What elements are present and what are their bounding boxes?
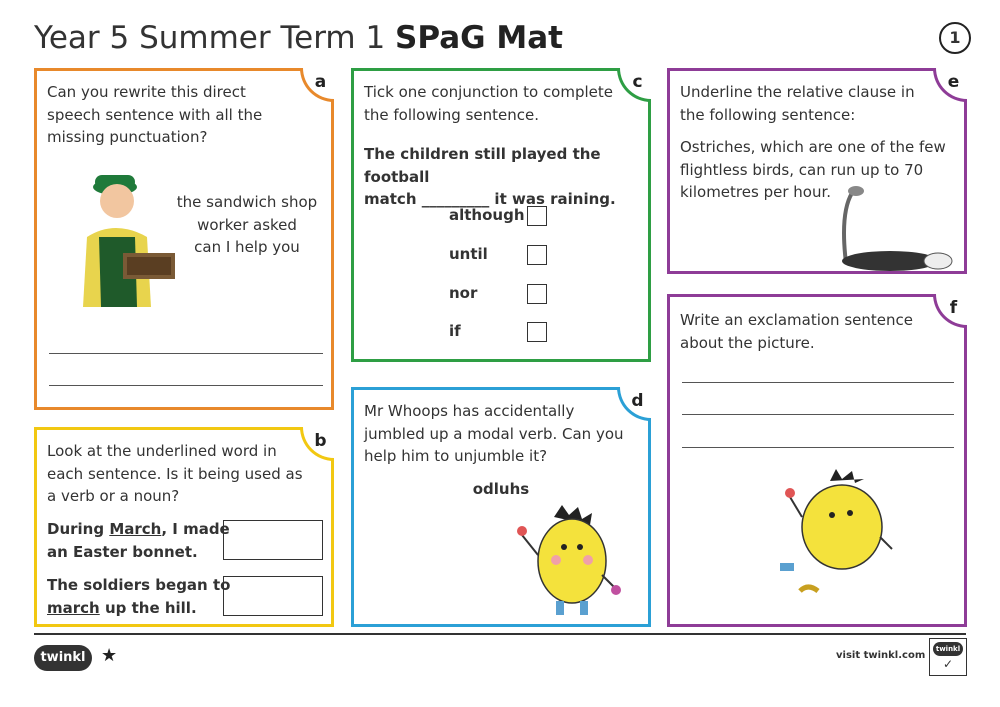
box-tag-a: a bbox=[300, 68, 334, 102]
option-label: although bbox=[449, 206, 525, 224]
question-box-a bbox=[34, 68, 334, 410]
visit-link[interactable]: visit twinkl.com bbox=[836, 650, 926, 661]
option-label: nor bbox=[449, 284, 478, 302]
sentence-2: The soldiers began to march up the hill. bbox=[47, 576, 231, 617]
check-icon: ✓ bbox=[942, 657, 954, 671]
box-tag-b: b bbox=[300, 427, 334, 461]
question-text: Tick one conjunction to complete the following sentence. bbox=[364, 83, 614, 124]
option-checkbox[interactable] bbox=[527, 245, 547, 265]
answer-box-2[interactable] bbox=[223, 576, 323, 616]
jumbled-word: odluhs bbox=[472, 480, 530, 498]
answer-line[interactable] bbox=[682, 414, 954, 415]
option-label: until bbox=[449, 245, 488, 263]
page-title: Year 5 Summer Term 1 SPaG Mat bbox=[34, 20, 563, 56]
mr-whoops-slipping-illustration bbox=[760, 467, 910, 607]
box-tag-c: c bbox=[617, 68, 651, 102]
question-text: Write an exclamation sentence about the picture. bbox=[680, 311, 913, 352]
quality-badge bbox=[929, 638, 967, 676]
answer-line[interactable] bbox=[682, 382, 954, 383]
question-box-f bbox=[667, 294, 967, 627]
option-checkbox[interactable] bbox=[527, 206, 547, 226]
star-icon: ★ bbox=[101, 645, 118, 666]
badge-logo: twinkl bbox=[933, 642, 963, 656]
speech-text: the sandwich shop worker asked can I help you bbox=[176, 193, 318, 256]
question-text: Look at the underlined word in each sentence. Is it being used as a verb or a noun? bbox=[47, 442, 303, 505]
box-tag-d: d bbox=[617, 387, 651, 421]
box-tag-e: e bbox=[933, 68, 967, 102]
answer-line[interactable] bbox=[49, 385, 323, 386]
answer-line[interactable] bbox=[49, 353, 323, 354]
answer-box-1[interactable] bbox=[223, 520, 323, 560]
question-box-b bbox=[34, 427, 334, 627]
question-text: Underline the relative clause in the following sentence: bbox=[680, 83, 915, 124]
box-tag-f: f bbox=[933, 294, 967, 328]
page-number: 1 bbox=[939, 22, 971, 54]
answer-line[interactable] bbox=[682, 447, 954, 448]
option-checkbox[interactable] bbox=[527, 322, 547, 342]
twinkl-logo: twinkl bbox=[34, 645, 92, 671]
question-box-e bbox=[667, 68, 967, 274]
question-box-c bbox=[351, 68, 651, 362]
sentence-1: During March, I made an Easter bonnet. bbox=[47, 520, 230, 561]
mr-whoops-illustration bbox=[514, 505, 624, 625]
question-text: Can you rewrite this direct speech sentence with all the missing punctuation? bbox=[47, 83, 263, 146]
option-label: if bbox=[449, 322, 461, 340]
ostrich-illustration bbox=[830, 183, 960, 273]
footer-divider bbox=[34, 633, 966, 635]
question-box-d bbox=[351, 387, 651, 627]
relative-clause-sentence: Ostriches, which are one of the few flightless birds, can run up to 70 kilometres per hour. bbox=[680, 138, 946, 201]
gap-sentence: The children still played the football match _________ it was raining. bbox=[364, 145, 616, 208]
question-text: Mr Whoops has accidentally jumbled up a modal verb. Can you help him to unjumble it? bbox=[364, 402, 624, 465]
option-checkbox[interactable] bbox=[527, 284, 547, 304]
